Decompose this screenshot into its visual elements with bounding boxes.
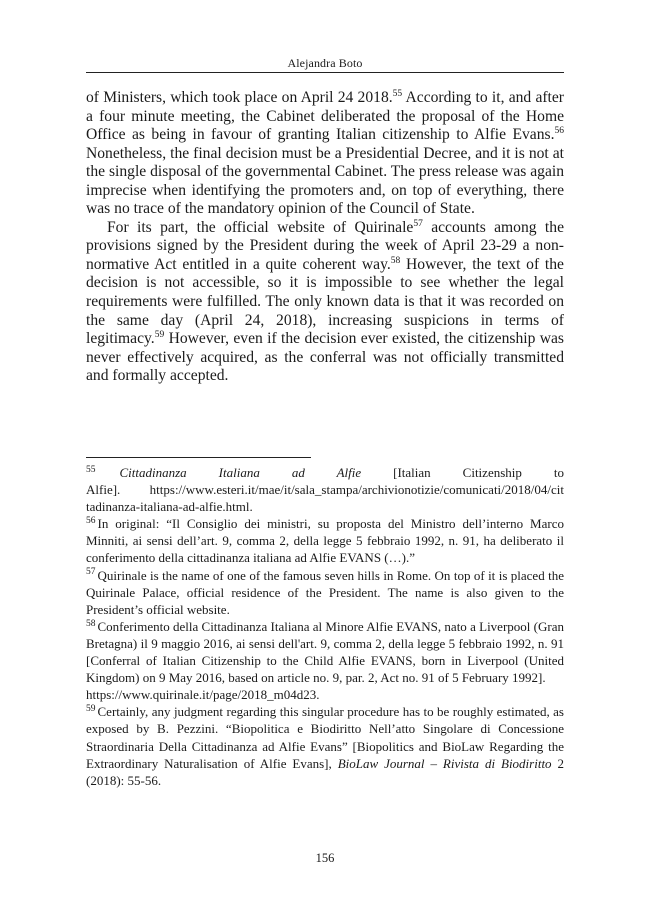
text-run: According to it, and after a four minute meeting, the Cabinet deliberated the proposal of the Home Office as being in favour of granting Italian citizenship to Alfie Evans.	[86, 89, 565, 144]
footnote-56	[86, 515, 564, 566]
footnote-ref-59[interactable]: 59	[154, 329, 165, 340]
footnotes	[86, 464, 564, 789]
footnote-number: 59	[86, 703, 96, 714]
footnote-text: In original: “Il Consiglio dei ministri, su proposta del Ministro dell’interno Marco Minniti, ai sensi dell’art. 9, comma 2, della legge 5 febbraio 1992, n. 91, ha deliberato il conferimento della cittadinanza italiana ad Alfie EVANS (…).”	[86, 516, 564, 566]
footnote-ref-57[interactable]: 57	[413, 218, 423, 229]
text-run: For its part, the official website of Quirinale	[107, 218, 414, 236]
footnote-ref-58[interactable]: 58	[390, 255, 401, 266]
footnote-text: Conferimento della Cittadinanza Italiana al Minore Alfie EVANS, nato a Liverpool (Gran Bretagna) il 9 maggio 2016, ai sensi dell'art. 9, comma 2, della legge 5 febbraio 1992, n. 91 [Conferral of Italian Citizenship to the Child Alfie EVANS, born in Liverpool (United Kingdom) on 9 May 2016, based on article no. 9, par. 2, Act no. 91 of 5 February 1992].	[86, 618, 564, 686]
footnote-58	[86, 618, 564, 703]
footnote-number: 56	[86, 515, 96, 526]
running-head: Alejandra Boto	[287, 56, 363, 70]
footnote-title: Cittadinanza Italiana ad Alfie	[119, 465, 362, 480]
footnote-number: 57	[86, 567, 96, 578]
journal-title: BioLaw Journal – Rivista di Biodiritto	[337, 755, 552, 771]
footnote-ref-55[interactable]: 55	[392, 88, 403, 99]
text-run: Nonetheless, the final decision must be a Presidential Decree, and it is not at the single disposal of the governmental Cabinet. The press release was again imprecise when identifying the promoters and, on top of everything, there was no trace of the mandatory opinion of the Council of State.	[86, 144, 564, 218]
footnote-text: 2 (2018): 55-56.	[86, 755, 564, 788]
footnote-separator	[86, 457, 311, 458]
footnote-number: 55	[86, 464, 96, 475]
main-text	[86, 89, 564, 386]
paragraph-1	[86, 89, 564, 219]
footnote-57	[86, 567, 564, 618]
footnote-link[interactable]: https://www.quirinale.it/page/2018_m04d23.	[86, 687, 320, 703]
footnote-text: Quirinale is the name of one of the famous seven hills in Rome. On top of it is placed the Quirinale Palace, official residence of the President. The name is also given to the President’s official website.	[86, 567, 564, 617]
footnote-text: Certainly, any judgment regarding this singular procedure has to be roughly estimated, as exposed by B. Pezzini. “Biopolitica e Biodiritto Nell’atto Singolare di Concessione Straordinaria Della Cittadinanza ad Alfie Evans” [Biopolitics and BioLaw Regarding the Extraordinary Naturalisation of Alfie Evans],	[86, 704, 564, 771]
footnote-text: [Italian Citizenship to Alfie].	[86, 465, 564, 498]
footnote-59	[86, 703, 564, 788]
text-run: accounts among the provisions signed by the President during the week of April 23-29 a non-normative Act entitled in a quite coherent way.	[86, 218, 564, 273]
footnote-55	[86, 464, 564, 515]
footnote-link[interactable]: https://www.esteri.it/mae/it/sala_stampa/archivionotizie/comunicati/2018/04/cittadinanza-italiana-ad-alfie.html.	[86, 482, 564, 515]
footnote-ref-56[interactable]: 56	[554, 125, 564, 136]
paragraph-2	[86, 219, 564, 386]
footnote-number: 58	[86, 618, 96, 629]
text-run: However, even if the decision ever existed, the citizenship was never effectively acquired, as the conferral was not officially transmitted and formally accepted.	[86, 330, 564, 385]
header-rule	[86, 72, 564, 73]
text-run: of Ministers, which took place on April 24 2018.	[86, 89, 393, 106]
page-number: 156	[315, 851, 335, 865]
text-run: However, the text of the decision is not accessible, so it is impossible to see whether the legal requirements were fulfilled. The only known data is that it was recorded on the same day (April 24, 2018), increasing suspicions in terms of legitimacy.	[86, 255, 564, 348]
